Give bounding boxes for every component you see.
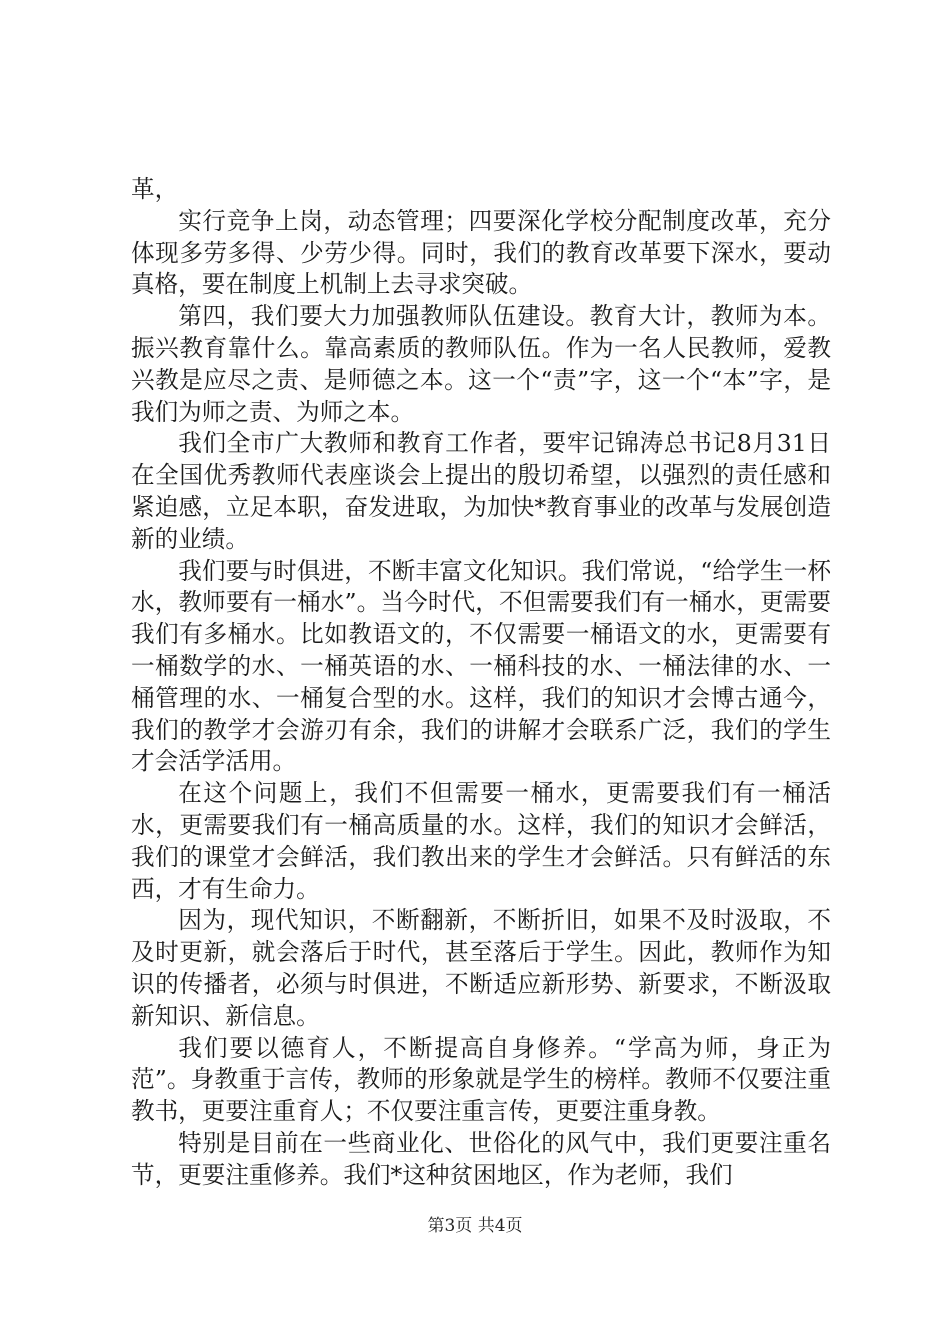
paragraph-integrity: 特别是目前在一些商业化、世俗化的风气中，我们更要注重名节，更要注重修养。我们*这种贫困地区，作为老师，我们 — [131, 1128, 831, 1189]
paragraph-knowledge: 我们要与时俱进，不断丰富文化知识。我们常说，“给学生一杯水，教师要有一桶水”。当今时代，不但需要我们有一桶水，更需要我们有多桶水。比如教语文的，不仅需要一桶语文的水，更需要有一桶数学的水、一桶英语的水、一桶科技的水、一桶法律的水、一桶管理的水、一桶复合型的水。这样，我们的知识才会博古通今，我们的教学才会游刃有余，我们的讲解才会联系广泛，我们的学生才会活学活用。 — [131, 556, 831, 776]
paragraph-teacher-team: 第四，我们要大力加强教师队伍建设。教育大计，教师为本。振兴教育靠什么。靠高素质的教师队伍。作为一名人民教师，爱教兴教是应尽之责、是师德之本。这一个“责”字，这一个“本”字，是我们为师之责、为师之本。 — [131, 302, 831, 426]
paragraph-competition-management: 实行竞争上岗，动态管理；四要深化学校分配制度改革，充分体现多劳多得、少劳少得。同时，我们的教育改革要下深水，要动真格，要在制度上机制上去寻求突破。 — [131, 206, 831, 299]
paragraph-moral-education: 我们要以德育人，不断提高自身修养。“学高为师，身正为范”。身教重于言传，教师的形象就是学生的榜样。教师不仅要注重教书，更要注重育人；不仅要注重言传，更要注重身教。 — [131, 1033, 831, 1126]
paragraph-living-water: 在这个问题上，我们不但需要一桶水，更需要我们有一桶活水，更需要我们有一桶高质量的水。这样，我们的知识才会鲜活，我们的课堂才会鲜活，我们教出来的学生才会鲜活。只有鲜活的东西，才有生命力。 — [131, 779, 831, 903]
paragraph-modern-knowledge: 因为，现代知识，不断翻新，不断折旧，如果不及时汲取，不及时更新，就会落后于时代，甚至落后于学生。因此，教师作为知识的传播者，必须与时俱进，不断适应新形势、新要求，不断汲取新知识、新信息。 — [131, 906, 831, 1030]
paragraph-city-teachers: 我们全市广大教师和教育工作者，要牢记锦涛总书记8月31日在全国优秀教师代表座谈会上提出的殷切希望，以强烈的责任感和紧迫感，立足本职，奋发进取，为加快*教育事业的改革与发展创造新的业绩。 — [131, 429, 831, 553]
document-body — [131, 174, 831, 1192]
page-footer: 第3页 共4页 — [427, 1216, 523, 1236]
paragraph-continuation: 革， — [131, 175, 179, 203]
